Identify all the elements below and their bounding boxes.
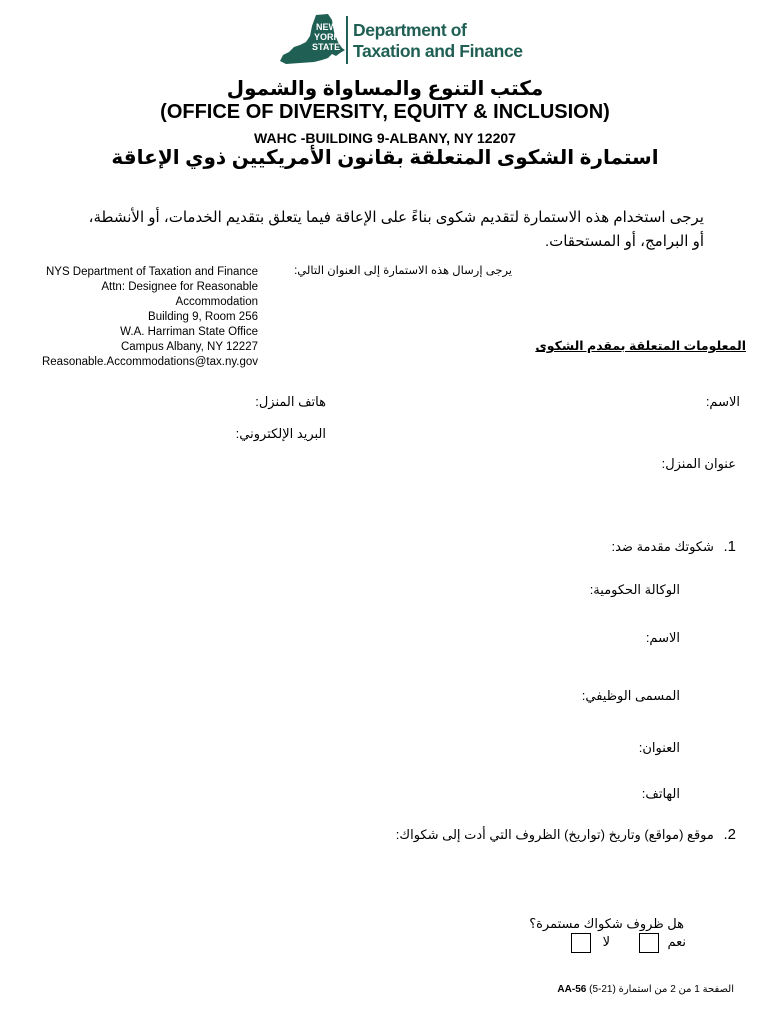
job-title-label: المسمى الوظيفي: [581,688,680,703]
question-2 [396,826,736,843]
office-title-arabic: مكتب التنوع والمساواة والشمول [226,78,544,100]
agency-label: الوكالة الحكومية: [589,582,680,597]
logo-department-text: Department of [353,20,467,40]
respondent-phone-label: الهاتف: [641,786,680,801]
logo-divider [346,16,348,64]
office-address: WAHC -BUILDING 9-ALBANY, NY 12207 [254,130,516,146]
email-address-link[interactable]: Reasonable.Accommodations@tax.ny.gov [41,356,258,368]
logo-state-text: NEW [316,22,337,32]
no-checkbox[interactable] [571,933,591,953]
footer-form-code: AA-56 [557,984,587,995]
intro-paragraph: يرجى استخدام هذه الاستمارة لتقديم شكوى بناءً على الإعاقة فيما يتعلق بتقديم الخدمات، أو الأنشطة، أو البرامج، أو المستحقات. [88,209,704,250]
complainant-name-label: الاسم: [705,394,740,409]
mailing-address-line: Building 9, Room 256 [148,311,258,323]
footer-form-date: (5-21) [589,984,616,995]
email-label: البريد الإلكتروني: [235,426,326,441]
question-1-number: 1. [723,538,736,555]
page-footer [557,984,734,995]
question-1 [612,538,737,555]
mailing-address-line: Campus Albany, NY 12227 [120,341,258,353]
no-label: لا [602,934,610,949]
form-title: استمارة الشكوى المتعلقة بقانون الأمريكيين ذوي الإعاقة [111,147,659,169]
mailing-address-line: Attn: Designee for Reasonable [101,281,258,293]
yes-label: نعم [667,934,686,949]
logo-state-text: STATE [312,42,341,52]
home-phone-label: هاتف المنزل: [255,394,326,409]
ongoing-question: هل ظروف شكواك مستمرة؟ [529,916,684,931]
logo-taxation-text: Taxation and Finance [353,41,523,61]
respondent-name-label: الاسم: [645,630,680,645]
question-2-text: موقع (مواقع) وتاريخ (تواريخ) الظروف التي أدت إلى شكواك: [395,827,714,842]
question-2-number: 2. [723,826,736,843]
send-to-label: يرجى إرسال هذه الاستمارة إلى العنوان التالي: [294,265,512,277]
respondent-address-label: العنوان: [638,740,680,755]
question-1-text: شكوتك مقدمة ضد: [611,539,714,554]
mailing-address-line: W.A. Harriman State Office [120,326,258,338]
mailing-address-block [36,265,258,370]
yes-checkbox[interactable] [639,933,659,953]
mailing-address-line: NYS Department of Taxation and Finance [45,266,258,278]
home-address-label: عنوان المنزل: [661,456,736,471]
logo-state-text: YORK [314,32,341,42]
complainant-section-heading: المعلومات المتعلقة بمقدم الشكوى [535,339,746,353]
office-title-english: (OFFICE OF DIVERSITY, EQUITY & INCLUSION) [160,101,610,123]
footer-page-text: الصفحة 1 من 2 من استمارة [618,984,734,995]
mailing-address-line: Accommodation [175,296,258,308]
nys-tax-logo [276,12,523,68]
new-york-state-map-icon [276,12,346,68]
